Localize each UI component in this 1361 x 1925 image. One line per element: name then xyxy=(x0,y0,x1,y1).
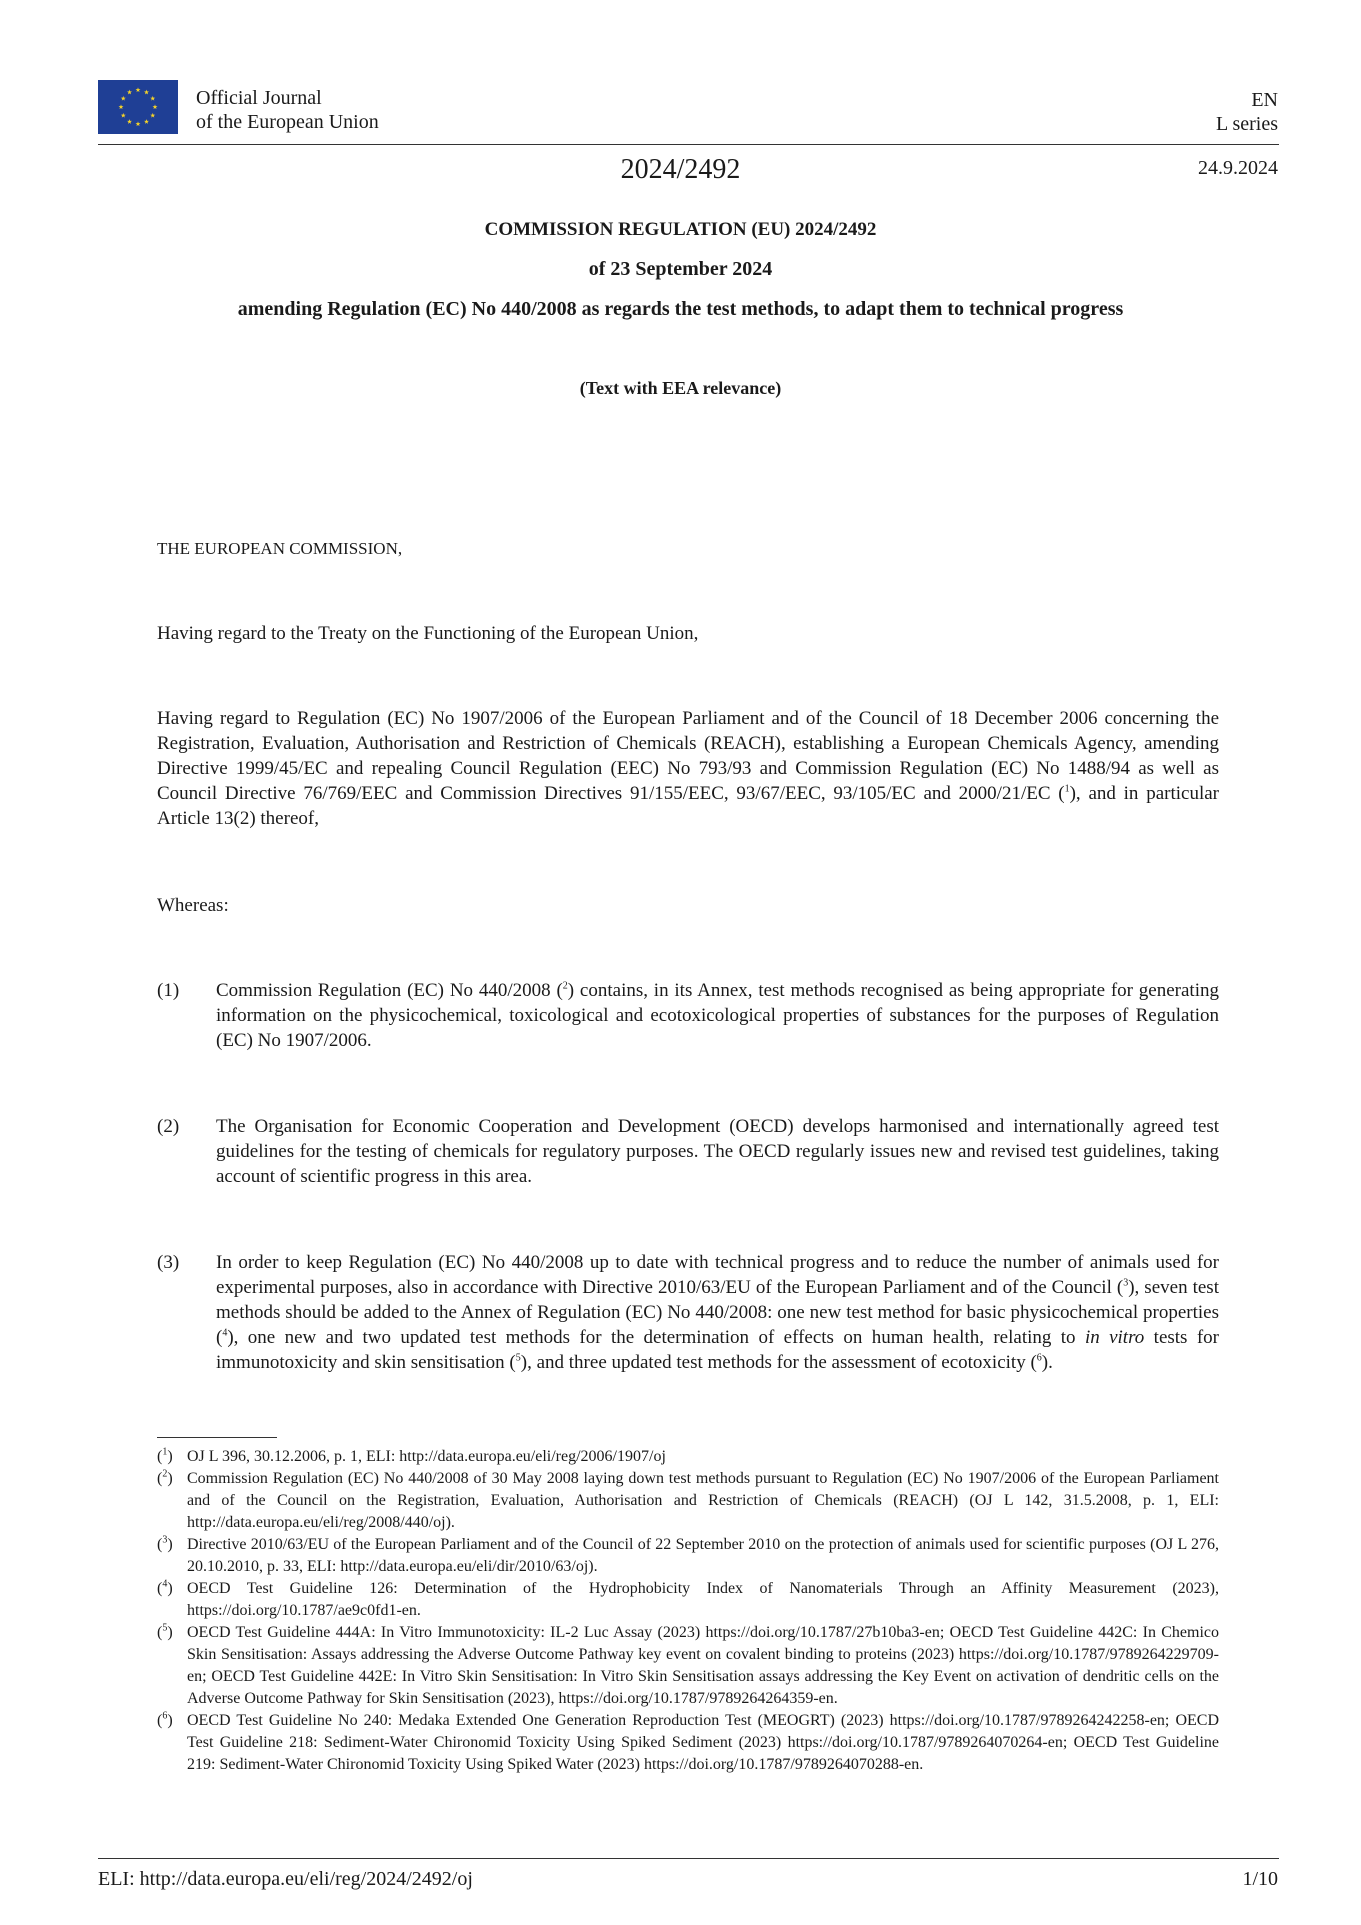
footnote xyxy=(157,1446,1219,1468)
regulation-subject: amending Regulation (EC) No 440/2008 as regards the test methods, to adapt them to technical progress xyxy=(237,298,1124,320)
recital-text-part: ). xyxy=(1041,1352,1053,1373)
footnote-number: ($^5$) xyxy=(157,1622,173,1641)
footnote-number-value: 3 xyxy=(162,1534,168,1546)
footnote-ref[interactable]: 1 xyxy=(1064,783,1070,795)
footnote-number-value: 6 xyxy=(162,1710,168,1722)
citation-treaty: Having regard to the Treaty on the Functioning of the European Union, xyxy=(157,623,699,644)
language-series xyxy=(1216,88,1278,136)
commission-heading: THE EUROPEAN COMMISSION, xyxy=(157,539,403,558)
whereas-heading: Whereas: xyxy=(157,895,229,916)
recital-italic: in vitro xyxy=(1084,1327,1145,1348)
series-label: L series xyxy=(1215,113,1278,135)
footnote-number-value: 4 xyxy=(162,1578,168,1590)
footnote-text: OECD Test Guideline No 240: Medaka Extended One Generation Reproduction Test (MEOGRT) (2023) https://doi.org/10.1787/9789264242258-en; OECD Test Guideline 218: Sediment-Water Chironomid Toxicity Using Spiked Sediment (2023) https://doi.org/10.1787/9789264070264-en; OECD Test Guideline 219: Sediment-Water Chironomid Toxicity Using Spiked Water (2023) https://doi.org/10.1787/9789264070288-en. xyxy=(187,1712,1219,1773)
language-code: EN xyxy=(1251,89,1278,111)
recital-text-part: ), one new and two updated test methods for the determination of effects on human health, relating to xyxy=(227,1327,1085,1348)
footnote xyxy=(157,1710,1219,1776)
footnote-ref[interactable]: 5 xyxy=(515,1352,521,1364)
eea-relevance: (Text with EEA relevance) xyxy=(579,378,782,398)
recital-number: (1) xyxy=(157,980,180,1001)
footnote-number: ($^6$) xyxy=(157,1710,173,1729)
footnotes xyxy=(157,1446,1219,1776)
footnote-ref[interactable]: 3 xyxy=(1123,1277,1129,1289)
recital-text: The Organisation for Economic Cooperation and Development (OECD) develops harmonised and internationally agreed test guidelines for the testing of chemicals for regulatory purposes. The OECD regularly issues new and revised test guidelines, taking account of scientific progress in this area. xyxy=(216,1116,1219,1187)
footnote-number: ($^1$) xyxy=(157,1446,173,1465)
citation-text-end: ), and in particular Article 13(2) thereof, xyxy=(157,783,1219,829)
footnote-number-value: 2 xyxy=(162,1468,168,1480)
footnote xyxy=(157,1468,1219,1534)
recital-number: (3) xyxy=(157,1252,180,1273)
eli-link[interactable]: ELI: http://data.europa.eu/eli/reg/2024/2492/oj xyxy=(98,1868,473,1890)
citation-reach xyxy=(157,706,1219,831)
footnote xyxy=(157,1534,1219,1578)
recital xyxy=(157,978,1219,1053)
footnote xyxy=(157,1578,1219,1622)
document-number: 2024/2492 xyxy=(620,154,741,185)
recital-text-part: Commission Regulation (EC) No 440/2008 ( xyxy=(216,980,563,1001)
journal-line1: Official Journal xyxy=(196,87,322,109)
journal-line2: of the European Union xyxy=(196,111,379,133)
recital xyxy=(157,1250,1219,1375)
footnote-number-value: 1 xyxy=(162,1446,168,1458)
citation-text: Having regard to Regulation (EC) No 1907/2006 of the European Parliament and of the Council of 18 December 2006 concerning the Registration, Evaluation, Authorisation and Restriction of Chemicals (REACH), establishing a European Chemicals Agency, amending Directive 1999/45/EC and repealing Council Regulation (EEC) No 793/93 and Commission Regulation (EC) No 1488/94 as well as Council Directive 76/769/EEC and Commission Directives 91/155/EEC, 93/67/EEC, 93/105/EC and 2000/21/EC ( xyxy=(157,708,1219,804)
page-number: 1/10 xyxy=(1242,1868,1278,1890)
footnote-text: Commission Regulation (EC) No 440/2008 of 30 May 2008 laying down test methods pursuant to Regulation (EC) No 1907/2006 of the European Parliament and of the Council on the Registration, Evaluation, Authorisation and Restriction of Chemicals (REACH) (OJ L 142, 31.5.2008, p. 1, ELI: http://data.europa.eu/eli/reg/2008/440/oj). xyxy=(187,1470,1219,1531)
recital xyxy=(157,1114,1219,1189)
eu-flag-logo xyxy=(98,80,178,134)
recital-text xyxy=(216,1250,1219,1375)
recital-text-part: ) contains, in its Annex, test methods recognised as being appropriate for generating information on the physicochemical, toxicological and ecotoxicological properties of substances for the purposes of Regulation (EC) No 1907/2006. xyxy=(216,980,1219,1051)
footnote xyxy=(157,1622,1219,1710)
recital-text-part: tests for immunotoxicity and skin sensitisation ( xyxy=(216,1327,1219,1373)
recital-text xyxy=(216,978,1219,1053)
journal-name xyxy=(196,86,379,134)
footnote-number: ($^3$) xyxy=(157,1534,173,1553)
header-divider xyxy=(98,144,1279,145)
regulation-title: COMMISSION REGULATION (EU) 2024/2492 xyxy=(484,219,877,240)
publication-date: 24.9.2024 xyxy=(1198,157,1278,179)
footnote-divider xyxy=(157,1437,277,1438)
recital-text-part: ), seven test methods should be added to the Annex of Regulation (EC) No 440/2008: one new test method for basic physicochemical properties ( xyxy=(216,1277,1219,1348)
footnote-text: OJ L 396, 30.12.2006, p. 1, ELI: http://data.europa.eu/eli/reg/2006/1907/oj xyxy=(187,1448,666,1465)
footnote-text: OECD Test Guideline 444A: In Vitro Immunotoxicity: IL-2 Luc Assay (2023) https://doi.org/10.1787/27b10ba3-en; OECD Test Guideline 442C: In Chemico Skin Sensitisation: Assays addressing the Adverse Outcome Pathway key event on covalent binding to proteins (2023) https://doi.org/10.1787/9789264229709-en; OECD Test Guideline 442E: In Vitro Skin Sensitisation: In Vitro Skin Sensitisation assays addressing the Key Event on activation of dendritic cells on the Adverse Outcome Pathway for Skin Sensitisation (2023), https://doi.org/10.1787/9789264264359-en. xyxy=(187,1624,1219,1707)
footnote-number: ($^2$) xyxy=(157,1468,173,1487)
footnote-number: ($^4$) xyxy=(157,1578,173,1597)
recital-number: (2) xyxy=(157,1116,180,1137)
regulation-date: of 23 September 2024 xyxy=(588,258,773,280)
footnote-ref[interactable]: 6 xyxy=(1036,1352,1042,1364)
footnote-text: OECD Test Guideline 126: Determination of the Hydrophobicity Index of Nanomaterials Through an Affinity Measurement (2023), https://doi.org/10.1787/ae9c0fd1-en. xyxy=(187,1580,1219,1619)
footer-divider xyxy=(98,1858,1279,1859)
footnote-text: Directive 2010/63/EU of the European Parliament and of the Council of 22 September 2010 on the protection of animals used for scientific purposes (OJ L 276, 20.10.2010, p. 33, ELI: http://data.europa.eu/eli/dir/2010/63/oj). xyxy=(187,1536,1219,1575)
footnote-number-value: 5 xyxy=(162,1622,168,1634)
recital-text-part: In order to keep Regulation (EC) No 440/2008 up to date with technical progress and to reduce the number of animals used for experimental purposes, also in accordance with Directive 2010/63/EU of the European Parliament and of the Council ( xyxy=(216,1252,1219,1298)
footnote-ref[interactable]: 2 xyxy=(562,980,568,992)
footnote-ref[interactable]: 4 xyxy=(222,1327,228,1339)
recital-text-part: ), and three updated test methods for the assessment of ecotoxicity ( xyxy=(520,1352,1037,1373)
eu-stars-icon xyxy=(98,80,178,134)
